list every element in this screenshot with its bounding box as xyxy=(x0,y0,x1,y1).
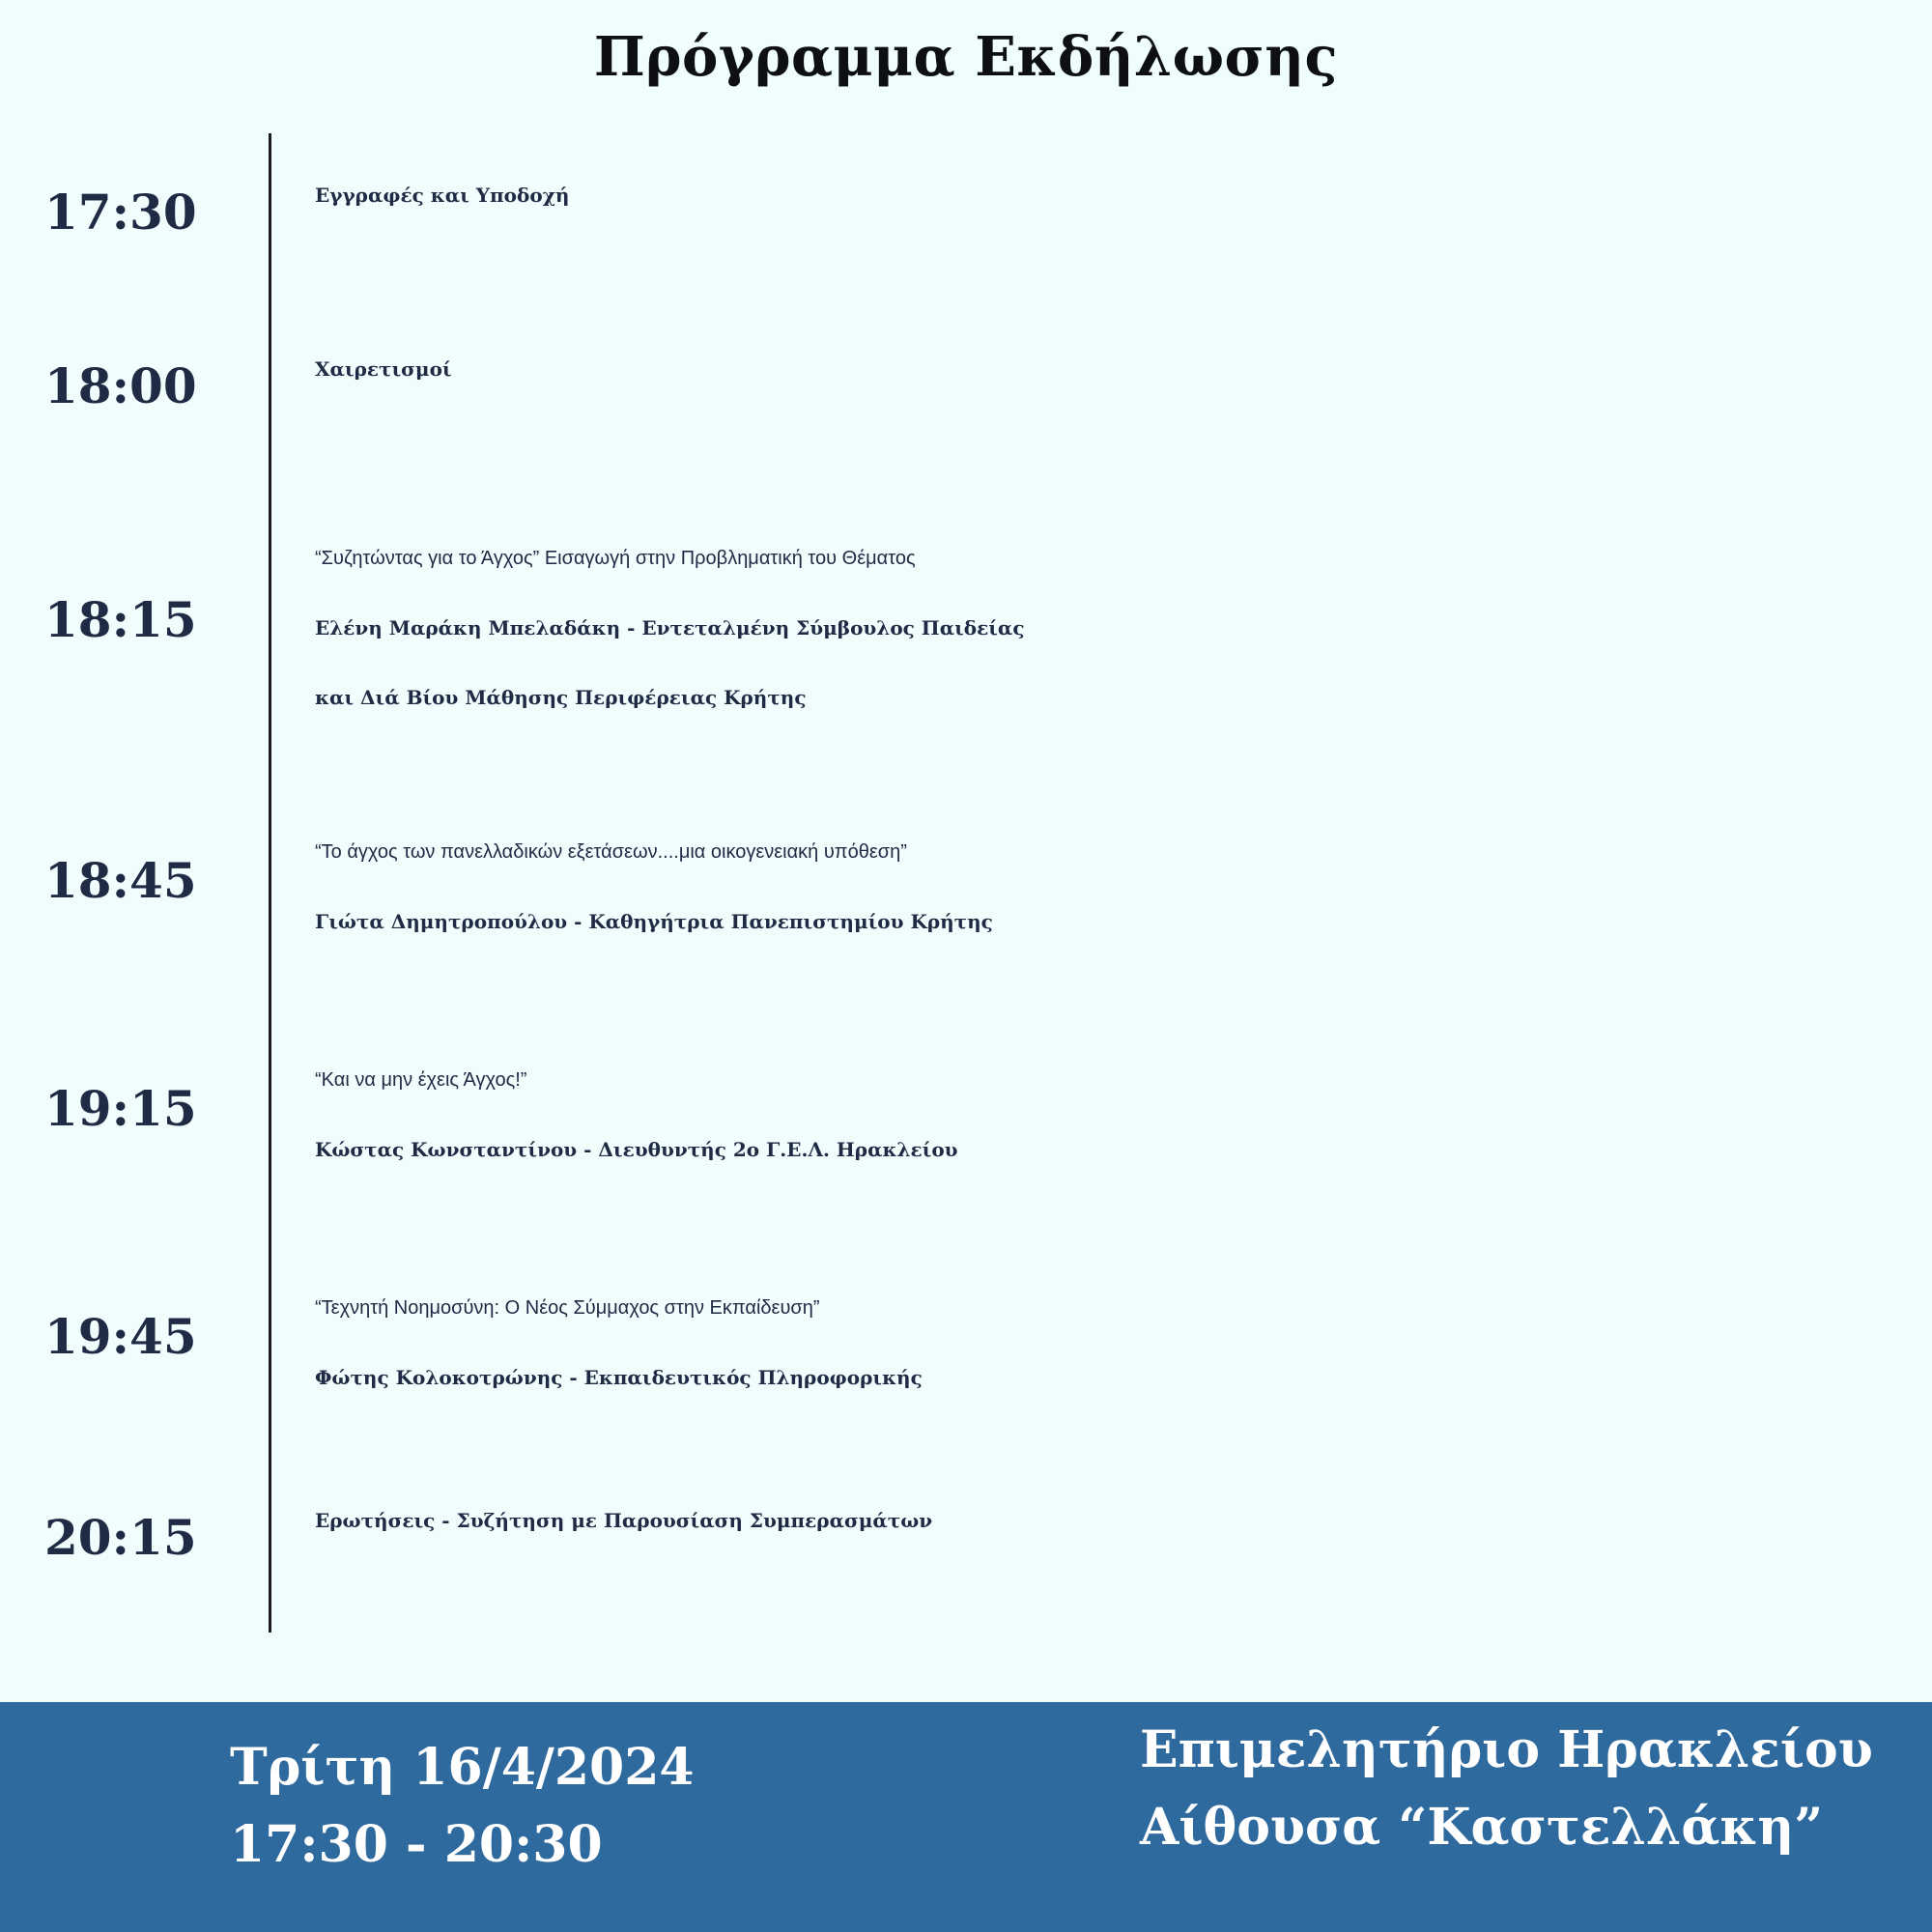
speaker-line: Γιώτα Δημητροπούλου - Καθηγήτρια Πανεπιστημίου Κρήτης xyxy=(315,910,993,933)
speaker-line: Φώτης Κολοκοτρώνης - Εκπαιδευτικός Πληροφορικής xyxy=(315,1366,923,1389)
schedule-time-1730: 17:30 xyxy=(44,184,197,241)
schedule-item-talk-1845 xyxy=(315,817,1928,956)
schedule-time-1915: 19:15 xyxy=(44,1080,197,1137)
page-title: Πρόγραμμα Εκδήλωσης xyxy=(593,25,1339,89)
schedule-time-1800: 18:00 xyxy=(44,357,197,414)
schedule-item-greetings xyxy=(315,357,1928,381)
schedule-time-2015: 20:15 xyxy=(44,1509,197,1566)
schedule-item-title: Χαιρετισμοί xyxy=(315,357,452,381)
event-venue xyxy=(1140,1712,1873,1866)
schedule-item-registration xyxy=(315,184,1928,207)
timeline-divider xyxy=(269,133,271,1633)
event-hours: 17:30 - 20:30 xyxy=(230,1815,603,1874)
speaker-line: και Διά Βίου Μάθησης Περιφέρειας Κρήτης xyxy=(315,686,807,709)
speaker-line: Ελένη Μαράκη Μπελαδάκη - Εντεταλμένη Σύμβουλος Παιδείας xyxy=(315,616,1025,639)
schedule-item-title: Εγγραφές και Υποδοχή xyxy=(315,184,570,207)
talk-title: “Συζητώντας για το Άγχος” Εισαγωγή στην Προβληματική του Θέματος xyxy=(315,548,916,569)
venue-hall: Αίθουσα “Καστελλάκη” xyxy=(1140,1798,1824,1857)
schedule-item-talk-1945 xyxy=(315,1273,1928,1412)
schedule-item-title: Ερωτήσεις - Συζήτηση με Παρουσίαση Συμπερασμάτων xyxy=(315,1509,933,1532)
talk-title: “Τεχνητή Νοημοσύνη: Ο Νέος Σύμμαχος στην Εκπαίδευση” xyxy=(315,1297,820,1319)
venue-name: Επιμελητήριο Ηρακλείου xyxy=(1140,1720,1873,1779)
schedule-item-talk-1815 xyxy=(315,524,1928,732)
talk-title: “Και να μην έχεις Άγχος!” xyxy=(315,1069,527,1091)
schedule-time-1845: 18:45 xyxy=(44,852,197,909)
event-date: Τρίτη 16/4/2024 xyxy=(230,1738,695,1797)
speaker-line: Κώστας Κωνσταντίνου - Διευθυντής 2ο Γ.Ε.Λ. Ηρακλείου xyxy=(315,1138,958,1161)
event-date-time xyxy=(230,1729,695,1884)
schedule-item-talk-1915 xyxy=(315,1045,1928,1184)
schedule-time-1945: 19:45 xyxy=(44,1308,197,1365)
talk-title: “Το άγχος των πανελλαδικών εξετάσεων....μια οικογενειακή υπόθεση” xyxy=(315,841,907,863)
schedule-time-1815: 18:15 xyxy=(44,591,197,648)
schedule-item-questions xyxy=(315,1509,1928,1532)
footer-band xyxy=(0,1702,1932,1932)
